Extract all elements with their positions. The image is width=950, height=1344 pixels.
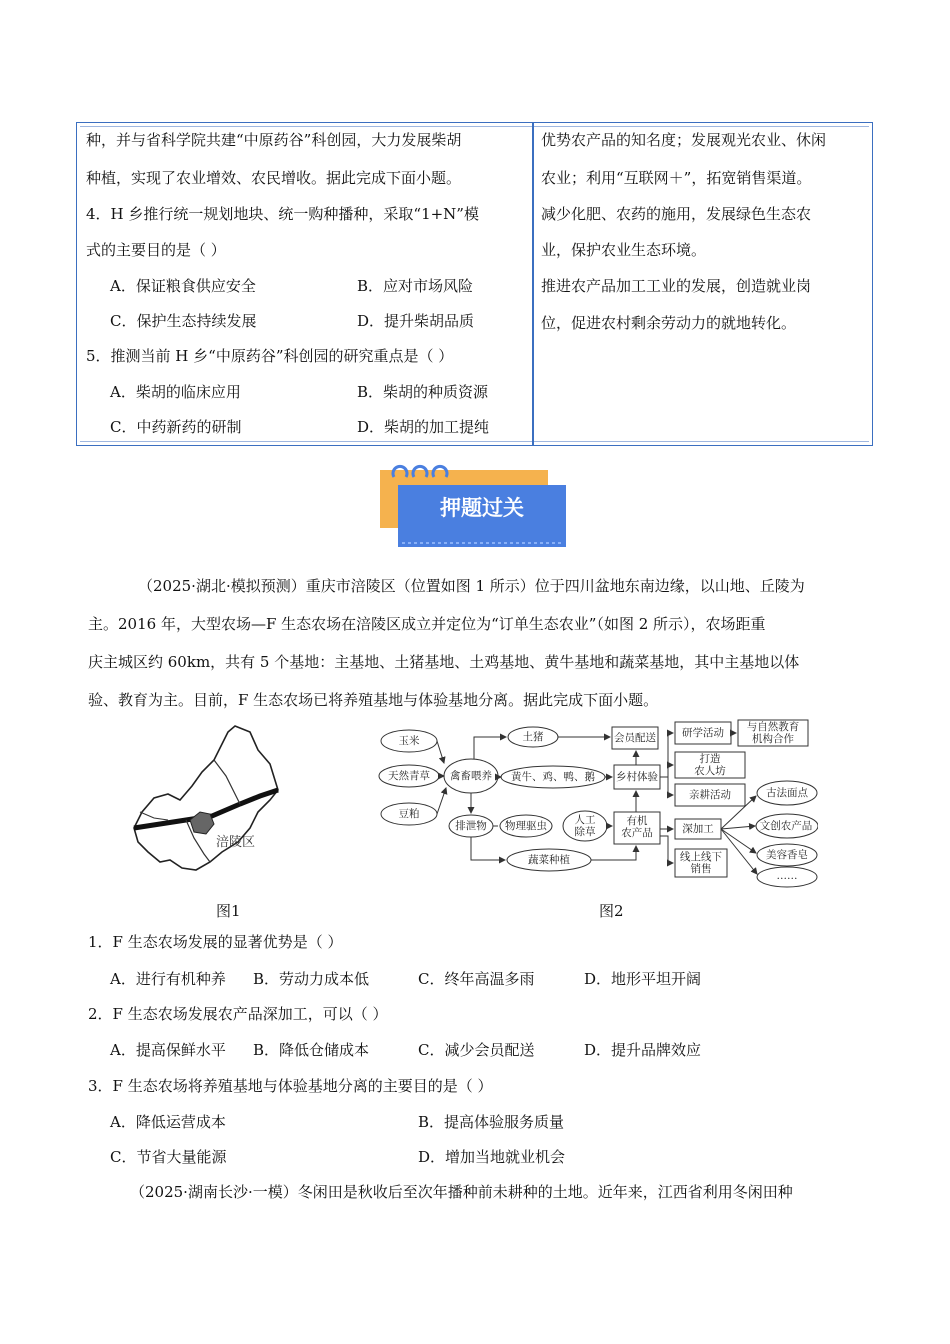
node-noodle-label: 古法面点	[766, 787, 808, 799]
fuling-label: 涪陵区	[216, 835, 256, 850]
table-left-line: 种，并与省科学院共建“中原药谷”科创园，大力发展柴胡	[86, 131, 462, 149]
node-member-label: 会员配送	[614, 732, 656, 744]
q2-stem: 2．F 生态农场发展农产品深加工，可以（ ）	[88, 1005, 388, 1023]
table-right-line: 优势农产品的知名度；发展观光农业、休闲	[541, 131, 827, 149]
section-banner	[380, 455, 570, 550]
q2-option-a[interactable]: A．提高保鲜水平	[110, 1041, 226, 1059]
node-more-label: ……	[776, 870, 798, 882]
q1-option-a[interactable]: A．进行有机种养	[110, 970, 226, 988]
next-intro: （2025·湖南长沙·一模）冬闲田是秋收后至次年播种前未耕种的土地。近年来，江西省利用冬闲田种	[130, 1183, 793, 1201]
intro-line: 主。2016 年，大型农场—F 生态农场在涪陵区成立并定位为“订单生态农业”（如图 2 所示），农场距重	[88, 615, 766, 633]
node-pig-label: 土猪	[522, 731, 544, 743]
node-cattle-label: 黄牛、鸡、鸭、鹅	[511, 771, 595, 783]
node-corn-label: 玉米	[398, 735, 420, 747]
table-divider	[532, 123, 534, 445]
node-culture-label: 文创农产品	[759, 820, 813, 832]
q4-option-a[interactable]: A．保证粮食供应安全	[110, 277, 256, 295]
q3-stem: 3．F 生态农场将养殖基地与体验基地分离的主要目的是（ ）	[88, 1077, 493, 1095]
table-right-line: 业，保护农业生态环境。	[541, 241, 707, 259]
node-make-label-2: 农人坊	[694, 765, 726, 777]
node-organic-label-2: 农产品	[621, 827, 653, 839]
figure-2-caption: 图2	[599, 902, 624, 920]
figure-1-caption: 图1	[216, 902, 241, 920]
table-right-line: 农业；利用“互联网＋”，拓宽销售渠道。	[541, 169, 812, 187]
intro-line: 庆主城区约 60km，共有 5 个基地：主基地、土猪基地、土鸡基地、黄牛基地和蔬菜基地，其中主基地以体	[88, 653, 800, 671]
node-deep-label: 深加工	[682, 823, 714, 835]
q2-option-d[interactable]: D．提升品牌效应	[584, 1041, 702, 1059]
q5-option-c[interactable]: C．中药新药的研制	[110, 418, 242, 436]
q5-option-b[interactable]: B．柴胡的种质资源	[357, 383, 489, 401]
node-study-label: 研学活动	[682, 727, 724, 739]
q1-stem: 1．F 生态农场发展的显著优势是（ ）	[88, 933, 343, 951]
node-veg-label: 蔬菜种植	[528, 854, 570, 866]
q4-option-d[interactable]: D．提升柴胡品质	[357, 312, 475, 330]
figure-2-diagram	[378, 718, 818, 890]
q2-option-b[interactable]: B．降低仓储成本	[253, 1041, 370, 1059]
node-nature-label-2: 机构合作	[752, 733, 794, 745]
q5-stem: 5．推测当前 H 乡“中原药谷”科创园的研究重点是（ ）	[86, 347, 454, 365]
q3-option-b[interactable]: B．提高体验服务质量	[418, 1113, 565, 1131]
intro-line: （2025·湖北·模拟预测）重庆市涪陵区（位置如图 1 所示）位于四川盆地东南边缘，以山地、丘陵为	[138, 577, 805, 595]
q3-option-a[interactable]: A．降低运营成本	[110, 1113, 226, 1131]
table-right-line: 推进农产品加工工业的发展，创造就业岗	[541, 277, 812, 295]
node-farm-label: 亲耕活动	[689, 789, 731, 801]
q1-option-d[interactable]: D．地形平坦开阔	[584, 970, 702, 988]
node-sale-label-1: 线上线下	[680, 851, 722, 863]
figure-1-map	[130, 720, 280, 880]
table-right-line: 位，促进农村剩余劳动力的就地转化。	[541, 314, 797, 332]
q4-option-b[interactable]: B．应对市场风险	[357, 277, 474, 295]
node-nature-label-1: 与自然教育	[746, 721, 800, 733]
q2-option-c[interactable]: C．减少会员配送	[418, 1041, 535, 1059]
table-right-line: 减少化肥、农药的施用，发展绿色生态农	[541, 205, 812, 223]
q4-stem: 式的主要目的是（ ）	[86, 241, 226, 259]
intro-line: 验、教育为主。目前，F 生态农场已将养殖基地与体验基地分离。据此完成下面小题。	[88, 691, 659, 709]
node-sale-label-2: 销售	[690, 863, 712, 875]
node-weed-label-2: 除草	[574, 826, 596, 838]
q4-stem: 4．H 乡推行统一规划地块、统一购种播种，采取“1+N”模	[86, 205, 479, 223]
node-waste-label: 排泄物	[455, 820, 487, 832]
node-soap-label: 美容香皂	[766, 849, 808, 861]
node-feed-label: 禽畜喂养	[450, 770, 492, 782]
node-organic-label-1: 有机	[626, 815, 648, 827]
chongqing-map	[130, 720, 280, 880]
q5-option-d[interactable]: D．柴胡的加工提纯	[357, 418, 490, 436]
node-make-label-1: 打造	[699, 753, 721, 765]
node-bug-label: 物理驱虫	[505, 820, 547, 832]
banner-title: 押题过关	[440, 496, 524, 520]
q5-option-a[interactable]: A．柴胡的临床应用	[110, 383, 241, 401]
q1-option-b[interactable]: B．劳动力成本低	[253, 970, 370, 988]
q3-option-d[interactable]: D．增加当地就业机会	[418, 1148, 566, 1166]
q3-option-c[interactable]: C．节省大量能源	[110, 1148, 227, 1166]
node-village-label: 乡村体验	[616, 771, 658, 783]
node-weed-label-1: 人工	[574, 814, 596, 826]
q4-option-c[interactable]: C．保护生态持续发展	[110, 312, 257, 330]
table-left-line: 种植，实现了农业增效、农民增收。据此完成下面小题。	[86, 169, 462, 187]
q1-option-c[interactable]: C．终年高温多雨	[418, 970, 535, 988]
node-grass-label: 天然青草	[388, 770, 430, 782]
node-pulp-label: 豆粕	[398, 808, 420, 820]
